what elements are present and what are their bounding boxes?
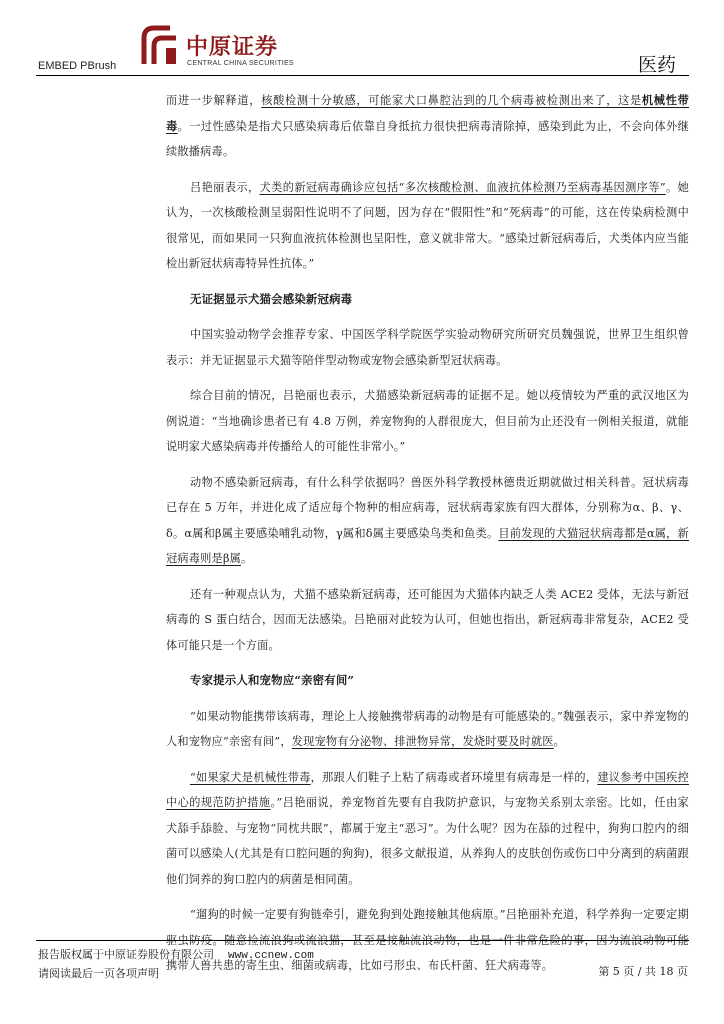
paragraph-2 xyxy=(166,175,689,277)
footer-left xyxy=(38,946,314,982)
p2-text-c: 。她认为，一次核酸检测呈弱阳性说明不了问题，因为存在“假阳性”和“死病毒”的可能，这在传染病检测中很常见，而如果同一只狗血液抗体检测也呈阳性，意义就非常大。“感染过新冠病毒后，犬类体内应当能检出新冠状病毒特异性抗体。” xyxy=(166,180,689,270)
paragraph-4: 综合目前的情况，吕艳丽也表示，犬猫感染新冠病毒的证据不足。她以疫情较为严重的武汉地区为例说道：“当地确诊患者已有 4.8 万例，养宠物狗的人群很庞大，但目前为止还没有一例相关报道，就能说明家犬感染病毒并传播给人的可能性非常小。” xyxy=(166,389,689,453)
p7-underlined-text: 发现宠物有分泌物、排泄物异常，发烧时要及时就医 xyxy=(291,735,554,748)
page-number: 第 5 页 / 共 18 页 xyxy=(598,965,688,978)
paragraph-5 xyxy=(166,470,689,572)
p2-text-a: 吕艳丽表示， xyxy=(190,180,260,194)
p5-text-c: 。 xyxy=(241,552,253,565)
sector-label: 医药 xyxy=(638,54,677,76)
p8-underlined-text-2: 建议参考中国疾控中心的规范防护措施 xyxy=(166,770,689,809)
p1-underlined-text: 核酸检测十分敏感，可能家犬口鼻腔沾到的几个病毒被检测出来了，这是 xyxy=(261,94,642,107)
p5-text-a: 动物不感染新冠病毒，有什么科学依据吗？兽医外科学教授林德贵近期就做过相关科普。冠状病毒已存在 5 万年，并进化成了适应每个物种的相应病毒，冠状病毒家族有四大群体，分别称为α、β、γ、δ。α属和β属主要感染哺乳动物，γ属和δ属主要感染鸟类和鱼类。 xyxy=(166,475,689,540)
p5-underlined-text: 目前发现的犬猫冠状病毒都是α属，新冠病毒则是β属 xyxy=(166,526,689,565)
p1-bold-term: 机械性带毒 xyxy=(166,93,689,133)
p1-text-a: 而进一步解释道， xyxy=(166,94,262,107)
disclaimer-note: 请阅读最后一页各项声明 xyxy=(38,967,159,980)
paragraph-7 xyxy=(166,704,689,755)
embed-label: EMBED PBrush xyxy=(38,60,117,72)
paragraph-1 xyxy=(166,88,689,165)
website-link[interactable]: www.ccnew.com xyxy=(228,950,314,962)
paragraph-6: 还有一种观点认为，犬猫不感染新冠病毒，还可能因为犬猫体内缺乏人类 ACE2 受体，无法与新冠病毒的 S 蛋白结合，因而无法感染。吕艳丽对此较为认可，但她也指出，新冠病毒非常复杂，ACE2 受体可能只是一个方面。 xyxy=(166,587,689,652)
p8-text-a: ，那跟人们鞋子上粘了病毒或者环境里有病毒是一样的， xyxy=(310,770,598,784)
article-body xyxy=(166,88,689,979)
header-divider xyxy=(36,75,689,76)
copyright-notice: 报告版权属于中原证券股份有限公司 xyxy=(38,948,214,961)
p1-text-c: 。一过性感染是指犬只感染病毒后依靠自身抵抗力很快把病毒清除掉，感染到此为止，不会向体外继续散播病毒。 xyxy=(166,119,690,158)
paragraph-8 xyxy=(166,765,689,893)
p8-text-c: 。”吕艳丽说，养宠物首先要有自我防护意识，与宠物关系别太亲密。比如，任由家犬舔手舔脸、与宠物“同枕共眠”，都属于宠主“恶习”。为什么呢？因为在舔的过程中，狗狗口腔内的细菌可以感染人(尤其是有口腔问题的狗狗)，很多文献报道，从养狗人的皮肤创伤或伤口中分离到的病菌跟他们饲养的狗口腔内的病菌是相同菌。 xyxy=(166,796,689,886)
p7-text-a: “如果动物能携带该病毒，理论上人接触携带病毒的动物是有可能感染的。”魏强表示，家中养宠物的人和宠物应“亲密有间”， xyxy=(166,709,689,748)
section-heading-1: 无证据显示犬猫会感染新冠病毒 xyxy=(190,291,353,306)
logo-chinese-name: 中原证券 xyxy=(186,34,279,60)
p7-text-c: 。 xyxy=(553,735,566,748)
logo-english-name: CENTRAL CHINA SECURITIES xyxy=(187,60,294,67)
paragraph-9: “遛狗的时候一定要有狗链牵引，避免狗到处跑接触其他病原。”吕艳丽补充道，科学养狗一定要定期驱虫防疫。随意捡流浪狗或流浪猫，甚至是接触流浪动物，也是一件非常危险的事，因为流浪动物可能携带人兽共患的寄生虫、细菌或病毒，比如弓形虫、布氏杆菌、狂犬病毒等。 xyxy=(166,908,689,972)
p2-underlined-text: 犬类的新冠病毒确诊应包括“多次核酸检测、血液抗体检测乃至病毒基因测序等” xyxy=(259,180,666,194)
paragraph-3: 中国实验动物学会推荐专家、中国医学科学院医学实验动物研究所研究员魏强说，世界卫生组织曾表示：并无证据显示犬猫等陪伴型动物或宠物会感染新型冠状病毒。 xyxy=(166,328,689,367)
footer-divider xyxy=(36,940,689,941)
section-heading-2: 专家提示人和宠物应“亲密有间” xyxy=(190,673,355,687)
company-logo xyxy=(140,24,310,70)
company-logo-icon xyxy=(140,24,182,68)
p8-underlined-text-1: “如果家犬是机械性带毒 xyxy=(190,770,311,784)
